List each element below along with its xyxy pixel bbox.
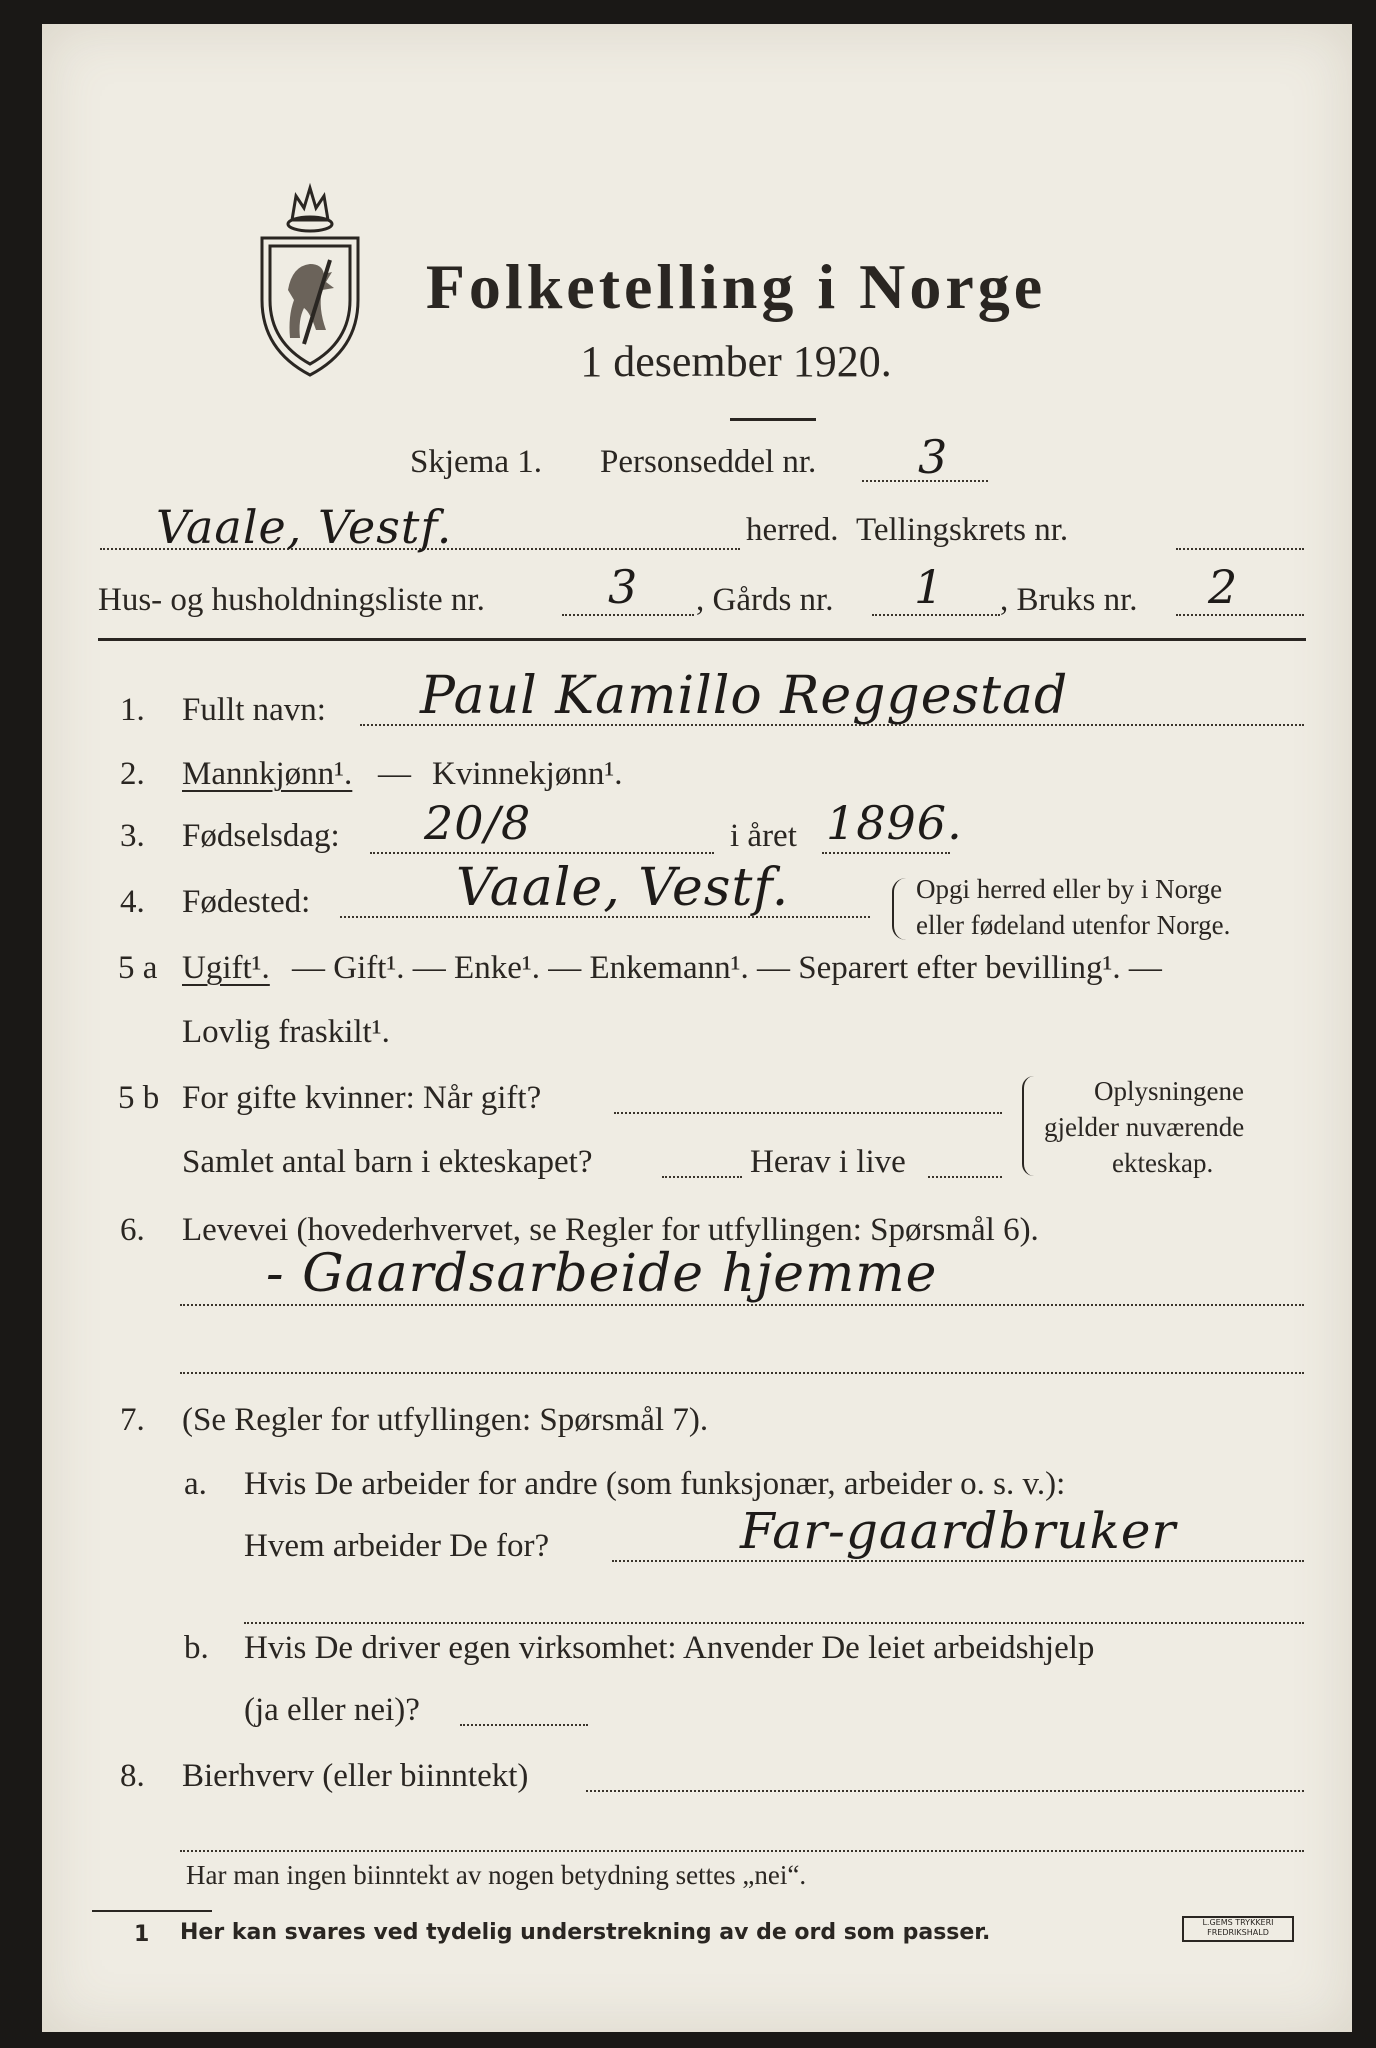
children-label: Samlet antal barn i ekteskapet?: [182, 1144, 593, 1180]
gards-label: , Gårds nr.: [696, 582, 834, 618]
q4-note-line1: Opgi herred eller by i Norge: [916, 874, 1223, 904]
employer-line2: [244, 1622, 1304, 1624]
bruks-line: [1176, 614, 1304, 616]
bruks-label: , Bruks nr.: [1000, 582, 1138, 618]
q7b-answer-line: [460, 1724, 588, 1726]
q4-brace: [892, 878, 906, 940]
personseddel-value: 3: [918, 430, 949, 484]
q3-label: Fødselsdag:: [182, 818, 340, 854]
q5b-number: 5 b: [118, 1080, 160, 1116]
gards-line: [872, 614, 1000, 616]
gards-value: 1: [914, 560, 945, 614]
q1-label: Fullt navn:: [182, 692, 326, 728]
q8-label: Bierhverv (eller biinntekt): [182, 1758, 529, 1794]
alive-label: Herav i live: [750, 1144, 906, 1180]
q1-number: 1.: [120, 692, 145, 728]
herred-value: Vaale, Vestf.: [156, 500, 453, 554]
unmarried-option: Ugift¹.: [182, 950, 270, 986]
header-separator: [98, 638, 1306, 641]
census-date: 1 desember 1920.: [580, 337, 892, 386]
divorced-option: Lovlig fraskilt¹.: [182, 1014, 390, 1050]
q3-line: [370, 852, 714, 854]
q8-number: 8.: [120, 1758, 145, 1794]
q6-label: Levevei (hovederhvervet, se Regler for utfyllingen: Spørsmål 6).: [182, 1212, 1039, 1248]
alive-line: [928, 1176, 1002, 1178]
printer-stamp: L.GEMS TRYKKERI FREDRIKSHALD: [1182, 1916, 1294, 1942]
tellingskrets-label: Tellingskrets nr.: [856, 512, 1069, 548]
q7b-line1: Hvis De driver egen virksomhet: Anvender De leiet arbeidshjelp: [244, 1630, 1095, 1666]
tellingskrets-line: [1176, 548, 1304, 550]
q5b-married-label: For gifte kvinner: Når gift?: [182, 1080, 542, 1116]
birthdate-value: 20/8: [424, 796, 532, 850]
q7a-letter: a.: [184, 1466, 207, 1502]
female-option: Kvinnekjønn¹.: [432, 756, 623, 792]
q2-separator: —: [378, 756, 411, 792]
birth-year-value: 1896.: [826, 796, 963, 850]
q5a-options: — Gift¹. — Enke¹. — Enkemann¹. — Separert efter bevilling¹. —: [292, 950, 1162, 986]
hus-line: [562, 614, 694, 616]
year-label: i året: [730, 818, 797, 854]
q5b-note-line2: gjelder nuværende: [1044, 1112, 1245, 1142]
footnote-marker: 1: [134, 1922, 150, 1947]
q7-number: 7.: [120, 1402, 145, 1438]
q5b-note-line1: Oplysningene: [1094, 1076, 1244, 1106]
q3-number: 3.: [120, 818, 145, 854]
male-option: Mannkjønn¹.: [182, 756, 353, 792]
hus-value: 3: [608, 560, 639, 614]
footnote-rule: [92, 1910, 212, 1912]
q6-line2: [180, 1372, 1304, 1374]
schema-label: Skjema 1.: [410, 444, 542, 480]
q4-label: Fødested:: [182, 884, 311, 920]
employer-line: [612, 1560, 1304, 1562]
q5b-brace: [1022, 1076, 1034, 1176]
hus-label: Hus- og husholdningsliste nr.: [98, 582, 485, 618]
q7-label: (Se Regler for utfyllingen: Spørsmål 7).: [182, 1402, 709, 1438]
married-date-line: [614, 1112, 1002, 1114]
q5a-number: 5 a: [118, 950, 158, 986]
q4-note-line2: eller fødeland utenfor Norge.: [916, 910, 1231, 940]
q8-line2: [180, 1850, 1304, 1852]
full-name-value: Paul Kamillo Reggestad: [420, 666, 1069, 726]
birthplace-value: Vaale, Vestf.: [456, 858, 790, 918]
q7a-line1: Hvis De arbeider for andre (som funksjonær, arbeider o. s. v.):: [244, 1466, 1066, 1502]
occupation-value: - Gaardsarbeide hjemme: [266, 1244, 938, 1304]
q6-number: 6.: [120, 1212, 145, 1248]
q8-line1: [586, 1790, 1304, 1792]
q2-number: 2.: [120, 756, 145, 792]
bruks-value: 2: [1208, 560, 1239, 614]
q4-number: 4.: [120, 884, 145, 920]
year-line: [822, 852, 950, 854]
form-title: Folketelling i Norge: [425, 251, 1047, 322]
children-line: [662, 1176, 742, 1178]
q6-line1: [180, 1304, 1304, 1306]
herred-label: herred.: [746, 512, 839, 548]
q5b-note-line3: ekteskap.: [1112, 1148, 1214, 1178]
q7b-line2: (ja eller nei)?: [244, 1692, 420, 1728]
no-income-note: Har man ingen biinntekt av nogen betydning settes „nei“.: [186, 1860, 807, 1890]
employer-value: Far-gaardbruker: [740, 1502, 1177, 1560]
personseddel-label: Personseddel nr.: [600, 444, 817, 480]
q7a-employer-label: Hvem arbeider De for?: [244, 1528, 550, 1564]
footnote-text: Her kan svares ved tydelig understrekning av de ord som passer.: [180, 1920, 991, 1945]
q7b-letter: b.: [184, 1630, 209, 1666]
title-divider: [730, 418, 816, 421]
